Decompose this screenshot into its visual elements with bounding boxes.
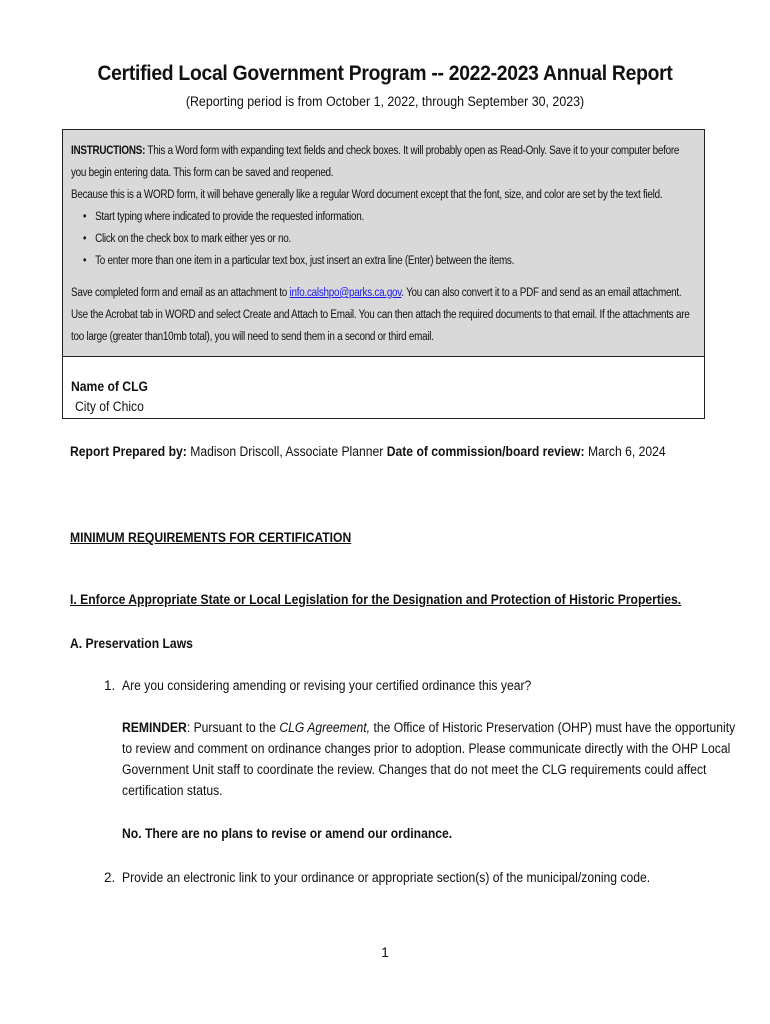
question-1-answer[interactable]: No. There are no plans to revise or amend our ordinance. [122,826,453,841]
page-number: 1 [381,944,389,960]
bullet-item: • Start typing where indicated to provide the requested information. [95,206,694,228]
question-1-text: Are you considering amending or revising your certified ordinance this year? [122,678,532,693]
report-subtitle: (Reporting period is from October 1, 2022, through September 30, 2023) [185,94,585,109]
subsection-a-heading: A. Preservation Laws [70,636,193,651]
reminder-text-pre: : Pursuant to the [186,720,280,735]
prepared-by-label: Report Prepared by: [70,444,187,459]
instructions-label: INSTRUCTIONS: [71,145,146,157]
question-1-number: 1. [104,678,116,693]
instructions-text-2: Because this is a WORD form, it will behave generally like a regular Word document except that the font, size, and color are set by the text field. [71,189,663,201]
save-instructions-post: . You can also convert it to a PDF and send as an email attachment. Use the Acrobat tab in WORD and select Create and Attach to Email. You can then attach the required documents to that email. If the attachments are too large (greater than10mb total), you will need to send them in a second or third email. [71,287,690,343]
review-date-label: Date of commission/board review: [386,444,585,459]
reminder-text-post: the Office of Historic Preservation (OHP) must have the opportunity to review and comment on ordinance changes prior to adoption. Please communicate directly with the OHP Local Government Unit staff to coordinate the review. Changes that do not meet the CLG requirements could affect certification status. [122,720,736,798]
report-prepared-line [70,444,732,459]
report-title: Certified Local Government Program -- 2022-2023 Annual Report [97,62,673,85]
bullet-item: • To enter more than one item in a particular text box, just insert an extra line (Enter) between the items. [95,250,694,272]
instructions-box [62,129,705,357]
clg-name-value[interactable]: City of Chico [75,399,144,414]
review-date-value[interactable]: March 6, 2024 [587,444,666,459]
save-instructions-pre: Save completed form and email as an attachment to [71,287,290,299]
prepared-by-value[interactable]: Madison Driscoll, Associate Planner [190,444,384,459]
reminder-label: REMINDER [122,720,187,735]
question-2-number: 2. [104,870,116,885]
email-link[interactable]: info.calshpo@parks.ca.gov [289,287,402,299]
clg-name-label: Name of CLG [71,379,148,394]
min-requirements-heading: MINIMUM REQUIREMENTS FOR CERTIFICATION [70,530,352,545]
reminder-paragraph [122,717,742,801]
instructions-bullets [71,206,695,272]
clg-agreement-italic: CLG Agreement, [279,720,371,735]
question-2-text: Provide an electronic link to your ordinance or appropriate section(s) of the municipal/zoning code. [122,870,651,885]
section-1-heading: I. Enforce Appropriate State or Local Legislation for the Designation and Protection of Historic Properties. [70,592,682,607]
clg-name-field[interactable] [62,357,705,419]
instructions-text-1: This a Word form with expanding text fields and check boxes. It will probably open as Read-Only. Save it to your computer before you begin entering data. This form can be saved and reopened. [71,145,680,179]
bullet-item: • Click on the check box to mark either yes or no. [95,228,694,250]
